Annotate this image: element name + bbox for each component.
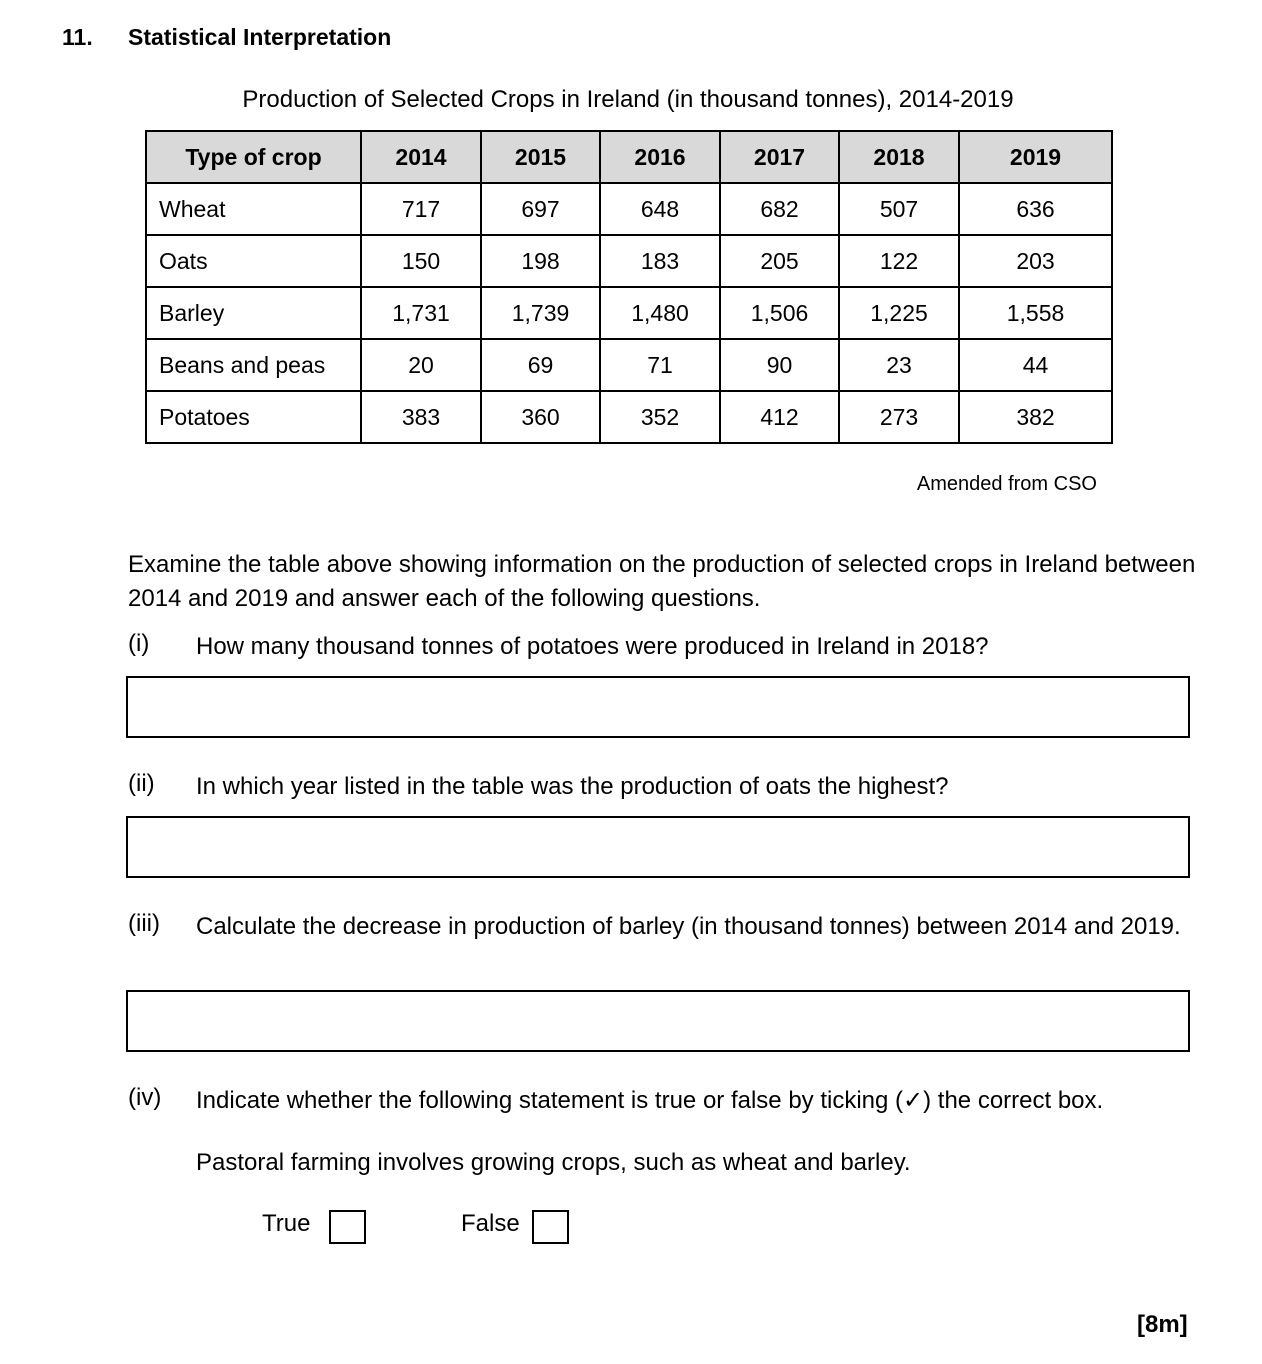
table-cell: 717 — [361, 183, 481, 235]
crop-production-table — [145, 130, 1113, 444]
table-cell: 382 — [959, 391, 1112, 443]
table-cell: 412 — [720, 391, 839, 443]
table-cell: 90 — [720, 339, 839, 391]
table-cell: 682 — [720, 183, 839, 235]
question-number: 11. — [62, 24, 93, 50]
part-question: How many thousand tonnes of potatoes were produced in Ireland in 2018? — [196, 633, 989, 660]
table-cell: 648 — [600, 183, 720, 235]
table-cell: 198 — [481, 235, 600, 287]
table-cell: 150 — [361, 235, 481, 287]
crop-name: Beans and peas — [146, 339, 361, 391]
crop-name: Oats — [146, 235, 361, 287]
table-row — [146, 235, 1112, 287]
column-header: 2016 — [600, 131, 720, 183]
part-question: In which year listed in the table was the production of oats the highest? — [196, 773, 949, 800]
crop-name: Wheat — [146, 183, 361, 235]
false-checkbox[interactable] — [532, 1210, 569, 1244]
table-cell: 1,506 — [720, 287, 839, 339]
column-header: 2018 — [839, 131, 959, 183]
table-cell: 71 — [600, 339, 720, 391]
table-cell: 1,739 — [481, 287, 600, 339]
part-label: (i) — [128, 630, 150, 657]
instructions-text: Examine the table above showing information on the production of selected crops in Ireland between 2014 and 2019 and answer each of the following questions. — [128, 551, 1196, 612]
table-cell: 122 — [839, 235, 959, 287]
true-checkbox[interactable] — [329, 1210, 366, 1244]
table-cell: 352 — [600, 391, 720, 443]
table-cell: 636 — [959, 183, 1112, 235]
crop-name: Potatoes — [146, 391, 361, 443]
table-cell: 383 — [361, 391, 481, 443]
table-header-row — [146, 131, 1112, 183]
question-title: Statistical Interpretation — [128, 24, 392, 50]
table-row — [146, 287, 1112, 339]
answer-box-ii[interactable] — [126, 816, 1190, 878]
table-cell: 1,480 — [600, 287, 720, 339]
true-label: True — [262, 1210, 311, 1237]
table-cell: 203 — [959, 235, 1112, 287]
table-row — [146, 391, 1112, 443]
column-header: 2015 — [481, 131, 600, 183]
table-cell: 205 — [720, 235, 839, 287]
table-cell: 360 — [481, 391, 600, 443]
column-header: 2014 — [361, 131, 481, 183]
column-header: 2017 — [720, 131, 839, 183]
table-cell: 507 — [839, 183, 959, 235]
answer-box-i[interactable] — [126, 676, 1190, 738]
table-caption: Production of Selected Crops in Ireland (in thousand tonnes), 2014-2019 — [242, 86, 1014, 113]
part-label: (iv) — [128, 1084, 162, 1111]
column-header: Type of crop — [146, 131, 361, 183]
table-row — [146, 183, 1112, 235]
table-cell: 20 — [361, 339, 481, 391]
column-header: 2019 — [959, 131, 1112, 183]
table-cell: 69 — [481, 339, 600, 391]
table-cell: 1,225 — [839, 287, 959, 339]
table-cell: 23 — [839, 339, 959, 391]
crop-name: Barley — [146, 287, 361, 339]
table-cell: 1,731 — [361, 287, 481, 339]
table-cell: 697 — [481, 183, 600, 235]
part-label: (iii) — [128, 910, 160, 937]
table-cell: 1,558 — [959, 287, 1112, 339]
table-cell: 44 — [959, 339, 1112, 391]
table-source: Amended from CSO — [916, 473, 1097, 495]
answer-box-iii[interactable] — [126, 990, 1190, 1052]
table-cell: 273 — [839, 391, 959, 443]
statement-text: Pastoral farming involves growing crops, such as wheat and barley. — [196, 1149, 911, 1176]
part-question: Indicate whether the following statement is true or false by ticking (✓) the correct box. — [196, 1087, 1104, 1114]
part-question: Calculate the decrease in production of barley (in thousand tonnes) between 2014 and 2019. — [196, 913, 1181, 940]
table-cell: 183 — [600, 235, 720, 287]
part-label: (ii) — [128, 770, 155, 797]
marks-allocation: [8m] — [1137, 1311, 1188, 1338]
false-label: False — [461, 1210, 520, 1237]
table-row — [146, 339, 1112, 391]
